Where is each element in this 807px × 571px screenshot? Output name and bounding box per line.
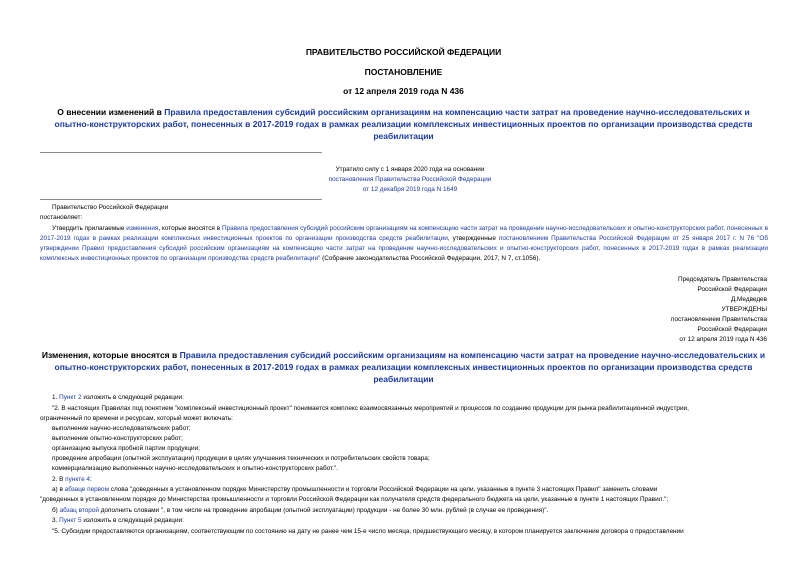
lost-force-line: Утратило силу с 1 января 2020 года на основании — [335, 166, 485, 173]
amendment-text: "2. В настоящих Правилах под понятием "комплексный инвестиционный проект" понимается комплекс взаимосвязанных мероприятий и процессов по созданию продукции для рынка реабилитационной индустрии, — [52, 405, 689, 412]
clause-link[interactable]: Пункт 5 — [59, 517, 82, 524]
text-span: изложить в следующей редакции: — [81, 394, 184, 401]
clause-link[interactable]: абзаце первом — [64, 486, 109, 493]
divider — [40, 199, 322, 200]
lost-force-link[interactable]: от 12 декабря 2019 года N 1649 — [362, 186, 458, 193]
lost-force-link[interactable]: постановления Правительства Российской Федерации — [328, 176, 492, 183]
changes-link[interactable]: изменения — [126, 225, 159, 232]
signature-line: Российской Федерации — [697, 286, 767, 293]
rules-link[interactable]: Правила предоставления субсидий российским организациям на компенсацию части затрат на проведение научно-исследовательских и опытно-конструкторских работ, понесенных в 2017-2019 годах в рамках реализации комплексных инвестиционных проектов по организации производства средств реабилитации — [40, 225, 769, 242]
approval-line: постановлением Правительства — [671, 316, 767, 323]
amendment-1 — [52, 393, 768, 403]
document-title — [40, 106, 767, 142]
approval-line: УТВЕРЖДЕНЫ — [721, 306, 767, 313]
clause-link[interactable]: Пункт 2 — [59, 394, 82, 401]
title-prefix: О внесении изменений в — [57, 107, 165, 117]
clause-link[interactable]: абзац второй — [59, 507, 99, 514]
clause-link[interactable]: пункте 4 — [65, 476, 90, 483]
preamble-line: Правительство Российской Федерации — [52, 204, 169, 211]
title-prefix: Изменения, которые вносятся в — [41, 350, 180, 360]
signature-line: Д.Медведев — [730, 296, 767, 303]
amendment-text: ограниченный по времени и ресурсам, который может включать: — [40, 415, 233, 422]
lost-force-note — [250, 165, 570, 195]
list-item: коммерциализацию выполненных научно-исследовательских и опытно-конструкторских работ.". — [52, 465, 339, 472]
amendment-3 — [52, 516, 768, 526]
approval-line: Российской Федерации — [697, 326, 767, 333]
rules-link[interactable]: Правила предоставления субсидий российским организациям на компенсацию части затрат на проведение научно-исследовательских и опытно-конструкторских работ, понесенных в 2017-2019 годах в рамках реализации комплексных инвестиционных проектов по организации производства средств реабилитации — [54, 350, 766, 384]
amendment-2a — [52, 485, 768, 495]
org-heading: ПРАВИТЕЛЬСТВО РОССИЙСКОЙ ФЕДЕРАЦИИ — [305, 47, 502, 57]
text-span: (Собрание законодательства Российской Федерации, 2017, N 7, ст.1056). — [320, 255, 541, 262]
text-span: Утвердить прилагаемые — [52, 225, 127, 232]
list-item: проведение апробации (опытной эксплуатации) продукции в целях улучшения технических и потребительских свойств товара; — [52, 455, 430, 462]
text-span: , которые вносятся в — [158, 225, 223, 232]
text-span: 1. — [52, 394, 60, 401]
approve-paragraph — [40, 224, 768, 264]
date-number-heading: от 12 апреля 2019 года N 436 — [343, 86, 464, 96]
text-span: , утвержденные — [447, 235, 499, 242]
text-span: 2. В — [52, 476, 66, 483]
amendment-2 — [52, 475, 768, 485]
text-span: слова "доведенных в установленном порядке Министерству промышленности и торговли Российской Федерации на цели, указанные в пункте 3 настоящих Правил" заменить словами — [108, 486, 658, 493]
list-item: выполнение научно-исследовательских работ; — [52, 425, 191, 432]
text-span: 3. — [52, 517, 60, 524]
amendment-2b — [52, 506, 768, 516]
doc-type-heading: ПОСТАНОВЛЕНИЕ — [364, 67, 443, 77]
text-span: а) в — [52, 486, 65, 493]
list-item: выполнение опытно-конструкторских работ; — [52, 435, 183, 442]
divider — [40, 152, 322, 153]
preamble — [40, 203, 169, 223]
text-span: : — [89, 476, 92, 483]
signature-line: Председатель Правительства — [678, 276, 767, 283]
amendments-title — [40, 349, 767, 385]
preamble-line: постановляет: — [40, 214, 83, 221]
text-span: б) — [52, 507, 60, 514]
approval-line: от 12 апреля 2019 года N 436 — [679, 336, 767, 343]
amendment-text: "доведенных в установленном порядке до Министерства промышленности и торговли Российской Федерации как получателя средств федерального бюджета на цели, указанные в пункте 1 настоящих Правил."; — [40, 496, 669, 503]
text-span: дополнить словами ", в том числе на проведение апробации (опытной эксплуатации) продукции - не более 30 млн. рублей (в случае ее проведения)". — [98, 507, 549, 514]
list-item: организацию выпуска пробной партии продукции; — [52, 445, 200, 452]
amendment-text: "5. Субсидии предоставляются организациям, соответствующим по состоянию на дату не ранее чем 15-е число месяца, предшествующего месяцу, в котором планируется заключение договора о предоставлении — [52, 528, 684, 535]
rules-link[interactable]: Правила предоставления субсидий российским организациям на компенсацию части затрат на проведение научно-исследовательских и опытно-конструкторских работ, понесенных в 2017-2019 годах в рамках реализации комплексных инвестиционных проектов по организации производства средств реабилитации — [54, 107, 753, 141]
decree-link[interactable]: постановлением Правительства Российской Федерации от 25 января 2017 г. N 76 "Об утверждении Правил предоставления субсидий российским организациям на компенсацию части затрат на проведение научно-исследовательских и опытно-конструкторских работ, понесенных в 2017-2019 годах в рамках реализации комплексных инвестиционных проектов по организации производства средств реабилитации" — [40, 235, 768, 262]
signature-block — [467, 275, 767, 345]
text-span: изложить в следующей редакции: — [81, 517, 184, 524]
